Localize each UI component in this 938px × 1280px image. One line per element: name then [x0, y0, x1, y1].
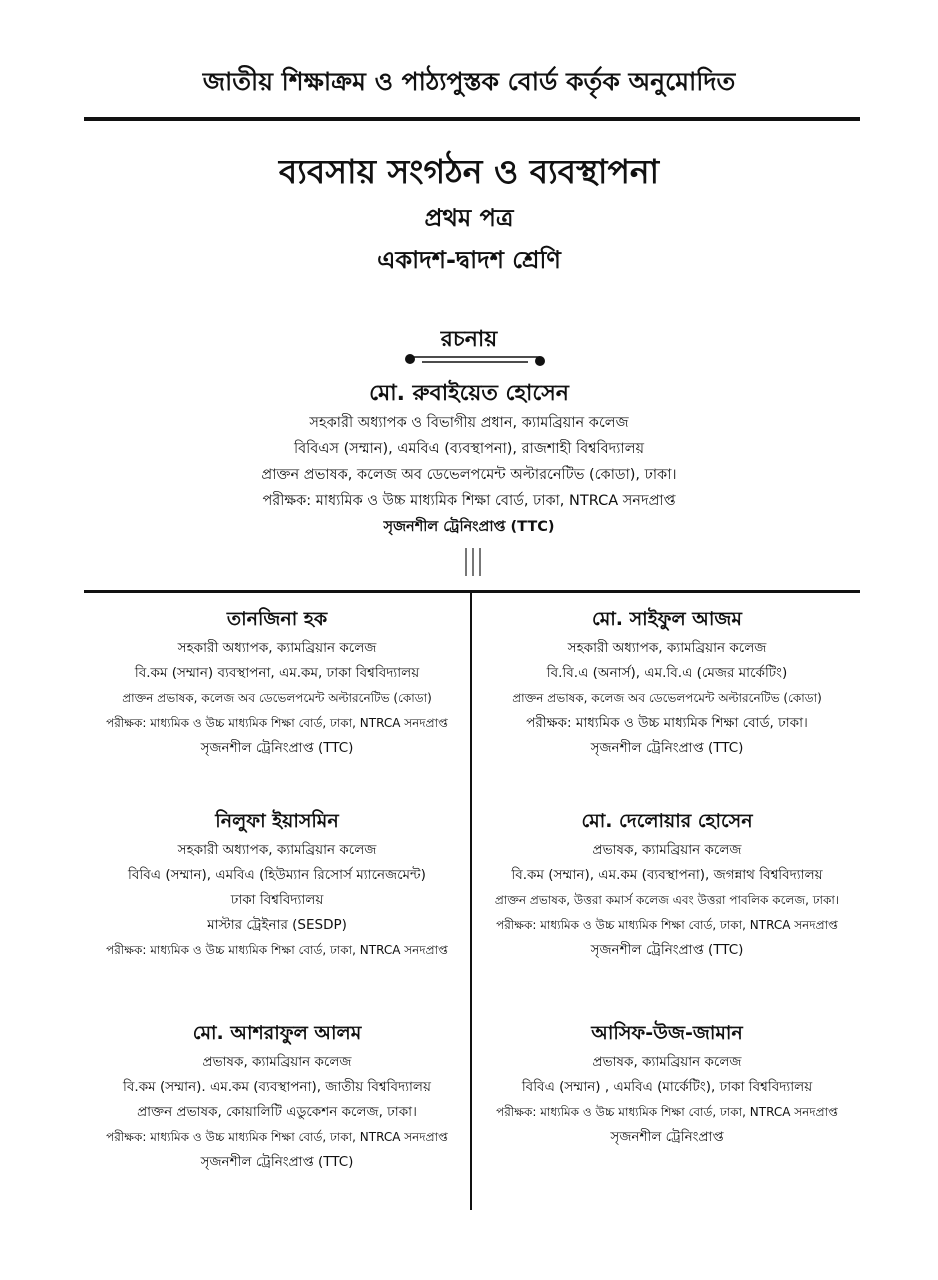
- co-author-line: বি.কম (সম্মান). এম.কম (ব্যবস্থাপনা), জাতীয় বিশ্ববিদ্যালয়: [123, 1079, 431, 1095]
- triple-bar-ornament: [461, 546, 485, 578]
- co-author-name: তানজিনা হক: [226, 608, 328, 630]
- co-author-line: বিবিএ (সম্মান) , এমবিএ (মার্কেটিং), ঢাকা বিশ্ববিদ্যালয়: [521, 1079, 813, 1095]
- column-divider: [470, 593, 472, 1210]
- co-author-name: আসিফ-উজ-জামান: [591, 1022, 743, 1044]
- lead-author-line: সৃজনশীল ট্রেনিংপ্রাপ্ত (TTC): [383, 519, 555, 535]
- lead-author-name: মো. রুবাইয়েত হোসেন: [369, 381, 569, 406]
- co-author-line: সৃজনশীল ট্রেনিংপ্রাপ্ত (TTC): [590, 942, 744, 958]
- lead-author-details: [0, 410, 938, 540]
- co-author-block: [474, 1018, 860, 1150]
- section-divider: [84, 590, 860, 593]
- co-author-line: পরীক্ষক: মাধ্যমিক ও উচ্চ মাধ্যমিক শিক্ষা বোর্ড, ঢাকা।: [526, 715, 808, 731]
- co-author-line: প্রভাষক, ক্যামব্রিয়ান কলেজ: [592, 842, 742, 858]
- co-author-line: সৃজনশীল ট্রেনিংপ্রাপ্ত (TTC): [200, 740, 354, 756]
- co-author-line: প্রভাষক, ক্যামব্রিয়ান কলেজ: [592, 1054, 742, 1070]
- co-author-line: প্রাক্তন প্রভাষক, উত্তরা কমার্স কলেজ এবং উত্তরা পাবলিক কলেজ, ঢাকা।: [494, 893, 840, 907]
- co-author-line: প্রাক্তন প্রভাষক, কলেজ অব ডেভেলপমেন্ট অল্টারনেটিভ (কোডা): [122, 691, 432, 705]
- lead-author-line: পরীক্ষক: মাধ্যমিক ও উচ্চ মাধ্যমিক শিক্ষা বোর্ড, ঢাকা, NTRCA সনদপ্রাপ্ত: [262, 493, 676, 509]
- co-author-line: পরীক্ষক: মাধ্যমিক ও উচ্চ মাধ্যমিক শিক্ষা বোর্ড, ঢাকা, NTRCA সনদপ্রাপ্ত: [106, 943, 448, 957]
- book-title: ব্যবসায় সংগঠন ও ব্যবস্থাপনা: [278, 152, 660, 191]
- co-author-name: মো. সাইফুল আজম: [592, 608, 742, 630]
- co-author-line: সৃজনশীল ট্রেনিংপ্রাপ্ত (TTC): [590, 740, 744, 756]
- co-author-line: বিবিএ (সম্মান), এমবিএ (হিউম্যান রিসোর্স ম্যানেজমেন্ট): [128, 867, 426, 883]
- co-author-line: পরীক্ষক: মাধ্যমিক ও উচ্চ মাধ্যমিক শিক্ষা বোর্ড, ঢাকা, NTRCA সনদপ্রাপ্ত: [106, 716, 448, 730]
- lead-author-line: সহকারী অধ্যাপক ও বিভাগীয় প্রধান, ক্যামব্রিয়ান কলেজ: [309, 415, 629, 431]
- co-author-line: বি.কম (সম্মান) ব্যবস্থাপনা, এম.কম, ঢাকা বিশ্ববিদ্যালয়: [134, 665, 420, 681]
- co-author-line: সহকারী অধ্যাপক, ক্যামব্রিয়ান কলেজ: [177, 640, 377, 656]
- ornament-divider: [402, 348, 548, 370]
- co-author-name: মো. দেলোয়ার হোসেন: [581, 810, 753, 832]
- co-author-line: সহকারী অধ্যাপক, ক্যামব্রিয়ান কলেজ: [567, 640, 767, 656]
- lead-author-line: প্রাক্তন প্রভাষক, কলেজ অব ডেভেলপমেন্ট অল্টারনেটিভ (কোডা), ঢাকা।: [261, 467, 677, 483]
- co-author-block: [84, 604, 470, 761]
- co-author-block: [474, 806, 860, 963]
- co-author-line: বি.কম (সম্মান), এম.কম (ব্যবস্থাপনা), জগন্নাথ বিশ্ববিদ্যালয়: [511, 867, 823, 883]
- co-author-line: সৃজনশীল ট্রেনিংপ্রাপ্ত: [610, 1129, 724, 1145]
- co-author-line: পরীক্ষক: মাধ্যমিক ও উচ্চ মাধ্যমিক শিক্ষা বোর্ড, ঢাকা, NTRCA সনদপ্রাপ্ত: [106, 1130, 448, 1144]
- co-author-name: মো. আশরাফুল আলম: [192, 1022, 362, 1044]
- co-author-line: মাস্টার ট্রেইনার (SESDP): [207, 917, 347, 933]
- co-author-line: সহকারী অধ্যাপক, ক্যামব্রিয়ান কলেজ: [177, 842, 377, 858]
- co-author-line: প্রভাষক, ক্যামব্রিয়ান কলেজ: [202, 1054, 352, 1070]
- approval-statement: জাতীয় শিক্ষাক্রম ও পাঠ্যপুস্তক বোর্ড কর্তৃক অনুমোদিত: [202, 67, 736, 96]
- co-author-line: প্রাক্তন প্রভাষক, কোয়ালিটি এডুকেশন কলেজ, ঢাকা।: [137, 1104, 417, 1120]
- co-author-line: সৃজনশীল ট্রেনিংপ্রাপ্ত (TTC): [200, 1154, 354, 1170]
- co-author-name: নিলুফা ইয়াসমিন: [215, 810, 339, 832]
- lead-author-line: বিবিএস (সম্মান), এমবিএ (ব্যবস্থাপনা), রাজশাহী বিশ্ববিদ্যালয়: [293, 441, 645, 457]
- written-by-heading: রচনায়: [440, 327, 498, 352]
- co-author-block: [84, 806, 470, 963]
- co-author-line: পরীক্ষক: মাধ্যমিক ও উচ্চ মাধ্যমিক শিক্ষা বোর্ড, ঢাকা, NTRCA সনদপ্রাপ্ত: [496, 1105, 838, 1119]
- co-author-line: পরীক্ষক: মাধ্যমিক ও উচ্চ মাধ্যমিক শিক্ষা বোর্ড, ঢাকা, NTRCA সনদপ্রাপ্ত: [496, 918, 838, 932]
- paper-label: প্রথম পত্র: [424, 204, 514, 232]
- top-divider: [84, 117, 860, 121]
- co-author-block: [84, 1018, 470, 1175]
- co-author-line: প্রাক্তন প্রভাষক, কলেজ অব ডেভেলপমেন্ট অল্টারনেটিভ (কোডা): [512, 691, 822, 705]
- grade-label: একাদশ-দ্বাদশ শ্রেণি: [377, 246, 561, 274]
- co-author-line: বি.বি.এ (অনার্স), এম.বি.এ (মেজর মার্কেটিং): [546, 665, 788, 681]
- co-author-line: ঢাকা বিশ্ববিদ্যালয়: [230, 892, 324, 908]
- co-author-block: [474, 604, 860, 761]
